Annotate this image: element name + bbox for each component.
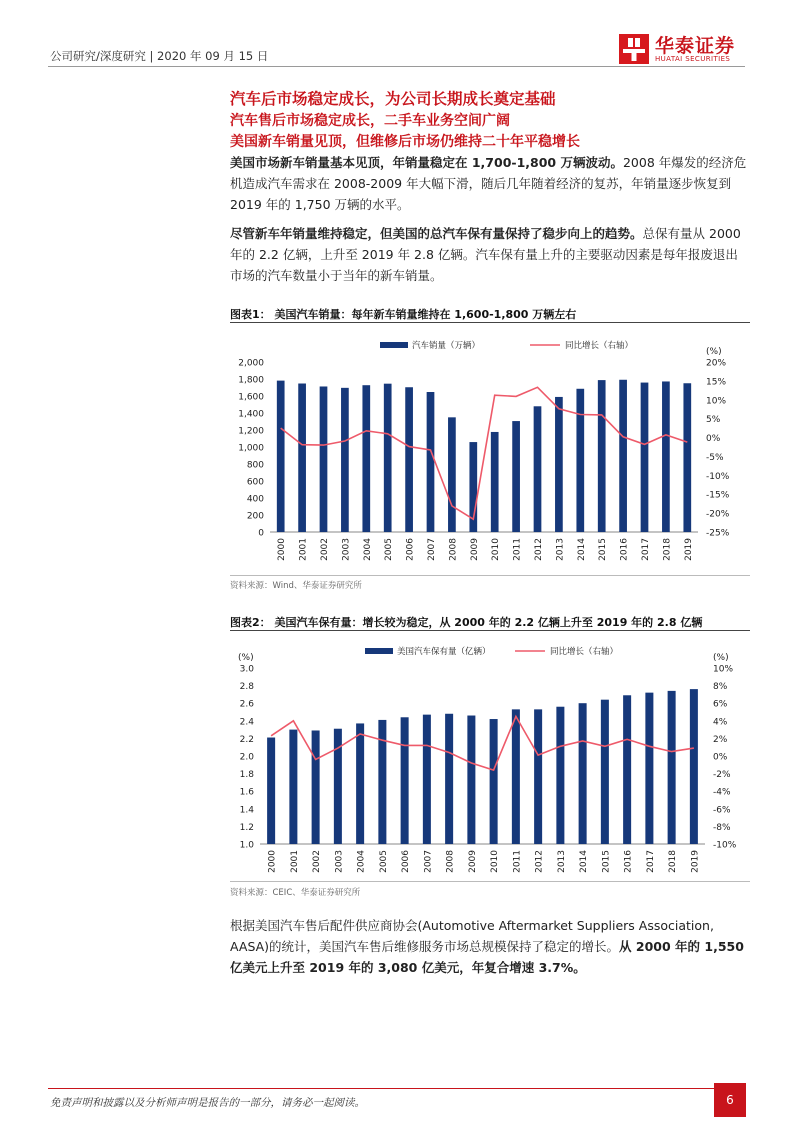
x-tick-label: 2001 (289, 850, 300, 873)
y-right-tick-label: 4% (713, 717, 728, 728)
logo-text-en: HUATAI SECURITIES (655, 55, 731, 63)
bar (289, 730, 297, 844)
y-left-tick-label: 2.2 (239, 734, 254, 745)
y-right-tick-label: 6% (713, 699, 728, 710)
y-right-tick-label: -2% (713, 770, 731, 781)
y-right-tick-label: 20% (706, 358, 727, 369)
y-right-unit-label: (%) (713, 653, 729, 663)
bar (556, 707, 564, 844)
legend-bar-swatch (365, 648, 393, 654)
legend-bar-label: 汽车销量（万辆） (412, 341, 481, 351)
x-tick-label: 2005 (384, 538, 395, 561)
x-tick-label: 2004 (362, 538, 373, 561)
bar (320, 386, 328, 532)
x-tick-label: 2000 (267, 850, 278, 873)
y-left-tick-label: 1,000 (238, 443, 264, 454)
paragraph-body: 2008 年爆发的经济危机造成汽车需求在 2008-2009 年大幅下滑，随后几年随着经济的复苏，年销量逐步恢复到 2019 年的 1,750 万辆的水平。 (230, 155, 747, 212)
paragraph-bold-lead: 尽管新车年销量维持稳定，但美国的总汽车保有量保持了稳步向上的趋势。 (230, 226, 643, 241)
y-left-tick-label: 1.2 (239, 822, 254, 833)
y-right-unit-label: (%) (706, 347, 722, 357)
paragraph-body: 根据美国汽车售后配件供应商协会(Automotive Aftermarket Suppliers Association, AASA)的统计，美国汽车售后维修服务市场总规模保持了稳定的增长。 (230, 918, 714, 954)
bar (576, 389, 584, 532)
bar (601, 700, 609, 844)
x-tick-label: 2004 (356, 850, 367, 873)
y-left-tick-label: 800 (246, 460, 264, 471)
legend-line-label: 同比增长（右轴） (565, 341, 634, 351)
y-right-tick-label: -10% (713, 840, 737, 851)
bar (423, 715, 431, 844)
bar (690, 689, 698, 844)
bar (356, 723, 364, 844)
section-heading: 汽车后市场稳定成长，为公司长期成长奠定基础 (230, 90, 556, 108)
bar (662, 381, 670, 532)
y-left-tick-label: 600 (246, 477, 264, 488)
bar (401, 717, 409, 844)
bar (619, 380, 627, 532)
x-tick-label: 2007 (423, 850, 434, 873)
x-tick-label: 2012 (534, 850, 545, 873)
x-tick-label: 2011 (512, 850, 523, 873)
bar (512, 709, 520, 844)
y-right-tick-label: 10% (706, 396, 727, 407)
y-left-tick-label: 1,200 (238, 426, 264, 437)
y-right-tick-label: -5% (706, 452, 724, 463)
x-tick-label: 2007 (427, 538, 437, 561)
x-tick-label: 2006 (405, 538, 416, 561)
x-tick-label: 2009 (467, 850, 478, 873)
x-tick-label: 2009 (469, 538, 480, 561)
bar (341, 388, 349, 532)
footer-divider (48, 1088, 714, 1089)
x-tick-label: 2005 (378, 850, 389, 873)
y-left-tick-label: 200 (246, 511, 264, 522)
paragraph-bold-tail: 从 2000 年的 1,550 亿美元上升至 2019 年的 3,080 亿美元，年复合增速 3.7%。 (230, 939, 744, 975)
bar (598, 380, 606, 532)
figure-1-bottom-rule (230, 575, 750, 576)
paragraph-bold-lead: 美国市场新车销量基本见顶，年销量稳定在 1,700-1,800 万辆波动。 (230, 155, 623, 170)
x-tick-label: 2003 (334, 850, 345, 873)
logo-text-cn: 华泰证券 (655, 35, 736, 57)
y-left-tick-label: 1.4 (239, 805, 254, 816)
bar (378, 720, 386, 844)
y-left-tick-label: 0 (258, 528, 264, 539)
x-tick-label: 2017 (645, 850, 656, 873)
figure-2-title: 图表2： 美国汽车保有量：增长较为稳定，从 2000 年的 2.2 亿辆上升至 2019 年的 2.8 亿辆 (230, 616, 703, 629)
bar (298, 384, 306, 532)
legend-bar-label: 美国汽车保有量（亿辆） (397, 647, 491, 657)
y-left-tick-label: 1.0 (239, 840, 254, 851)
y-left-tick-label: 400 (246, 494, 264, 505)
x-tick-label: 2017 (641, 538, 651, 561)
bar (445, 714, 453, 844)
bar (427, 392, 435, 532)
bar (641, 383, 649, 532)
y-right-tick-label: 10% (713, 664, 734, 675)
paragraph-vehicle-stock (230, 223, 750, 286)
legend-line-label: 同比增长（右轴） (550, 647, 619, 657)
x-tick-label: 2011 (512, 538, 523, 561)
y-left-tick-label: 2.8 (239, 682, 254, 693)
figure-1-title: 图表1： 美国汽车销量：每年新车销量维持在 1,600-1,800 万辆左右 (230, 308, 577, 321)
y-left-unit-label: (%) (238, 653, 254, 663)
figure-2-source: 资料来源：CEIC、华泰证券研究所 (230, 888, 361, 898)
x-tick-label: 2014 (576, 538, 587, 561)
bar (683, 383, 691, 532)
bar (534, 406, 542, 532)
y-right-tick-label: 2% (713, 734, 728, 745)
x-tick-label: 2003 (341, 538, 352, 561)
x-tick-label: 2014 (579, 850, 590, 873)
page-number: 6 (714, 1083, 746, 1117)
bar (384, 384, 392, 532)
x-tick-label: 2013 (556, 850, 567, 873)
y-right-tick-label: -20% (706, 509, 730, 520)
x-tick-label: 2006 (401, 850, 412, 873)
y-right-tick-label: -4% (713, 787, 731, 798)
bar (668, 691, 676, 844)
y-left-tick-label: 3.0 (239, 664, 254, 675)
bar (267, 738, 275, 844)
x-tick-label: 2015 (598, 538, 609, 561)
x-tick-label: 2008 (445, 850, 456, 873)
x-tick-label: 2010 (490, 850, 501, 873)
y-right-tick-label: -10% (706, 471, 730, 482)
figure-1-top-rule (230, 322, 750, 323)
footer-disclaimer: 免责声明和披露以及分析师声明是报告的一部分，请务必一起阅读。 (50, 1097, 365, 1109)
x-tick-label: 2015 (601, 850, 612, 873)
bar (645, 693, 653, 844)
bar (362, 385, 370, 532)
y-left-tick-label: 2.4 (239, 717, 254, 728)
x-tick-label: 2002 (312, 850, 323, 873)
y-left-tick-label: 1.6 (239, 787, 254, 798)
x-tick-label: 2013 (555, 538, 566, 561)
x-tick-label: 2019 (690, 850, 701, 873)
y-left-tick-label: 1,400 (238, 409, 264, 420)
bar (623, 695, 631, 844)
x-tick-label: 2001 (298, 538, 309, 561)
y-right-tick-label: -8% (713, 822, 731, 833)
y-left-tick-label: 1,600 (238, 392, 264, 403)
y-right-tick-label: 8% (713, 682, 728, 693)
bar (512, 421, 520, 532)
figure-2-top-rule (230, 630, 750, 631)
y-left-tick-label: 2.0 (239, 752, 254, 763)
y-right-tick-label: 15% (706, 377, 727, 388)
y-left-tick-label: 1.8 (239, 770, 254, 781)
header-text: 公司研究/深度研究 | 2020 年 09 月 15 日 (50, 49, 269, 63)
bar (467, 716, 475, 844)
bar (448, 417, 456, 532)
chart-us-car-sales (230, 324, 750, 574)
y-right-tick-label: -6% (713, 805, 731, 816)
x-tick-label: 2016 (623, 850, 634, 873)
x-tick-label: 2019 (683, 538, 694, 561)
bar (534, 709, 542, 844)
chart-us-vehicle-stock (230, 632, 750, 880)
bar (490, 719, 498, 844)
bar (277, 381, 285, 532)
x-tick-label: 2012 (534, 538, 544, 561)
paragraph-body: 总保有量从 2000 年的 2.2 亿辆，上升至 2019 年 2.8 亿辆。汽车保有量上升的主要驱动因素是每年报废退出市场的汽车数量小于当年的新车销量。 (230, 226, 741, 283)
y-right-tick-label: 0% (713, 752, 728, 763)
y-right-tick-label: -15% (706, 490, 730, 501)
bar (579, 703, 587, 844)
x-tick-label: 2018 (668, 850, 679, 873)
bar (491, 432, 499, 532)
y-right-tick-label: 5% (706, 415, 721, 426)
y-left-tick-label: 2.6 (239, 699, 254, 710)
bar (405, 387, 413, 532)
y-right-tick-label: 0% (706, 434, 721, 445)
x-tick-label: 2002 (320, 538, 330, 561)
x-tick-label: 2000 (277, 538, 288, 561)
x-tick-label: 2018 (662, 538, 673, 561)
figure-2-bottom-rule (230, 881, 750, 882)
logo-mark-icon (619, 34, 649, 64)
subsubsection-heading: 美国新车销量见顶，但维修后市场仍维持二十年平稳增长 (230, 134, 580, 150)
bar (555, 397, 563, 532)
x-tick-label: 2010 (491, 538, 502, 561)
legend-bar-swatch (380, 342, 408, 348)
y-right-tick-label: -25% (706, 528, 730, 539)
y-left-tick-label: 2,000 (238, 358, 264, 369)
x-tick-label: 2016 (619, 538, 630, 561)
paragraph-aftermarket (230, 915, 750, 978)
paragraph-new-car-sales (230, 152, 750, 215)
x-tick-label: 2008 (448, 538, 459, 561)
figure-1-source: 资料来源：Wind、华泰证券研究所 (230, 581, 362, 591)
huatai-logo (619, 33, 747, 69)
subsection-heading: 汽车售后市场稳定成长，二手车业务空间广阔 (230, 113, 510, 129)
bar (312, 730, 320, 844)
y-left-tick-label: 1,800 (238, 375, 264, 386)
